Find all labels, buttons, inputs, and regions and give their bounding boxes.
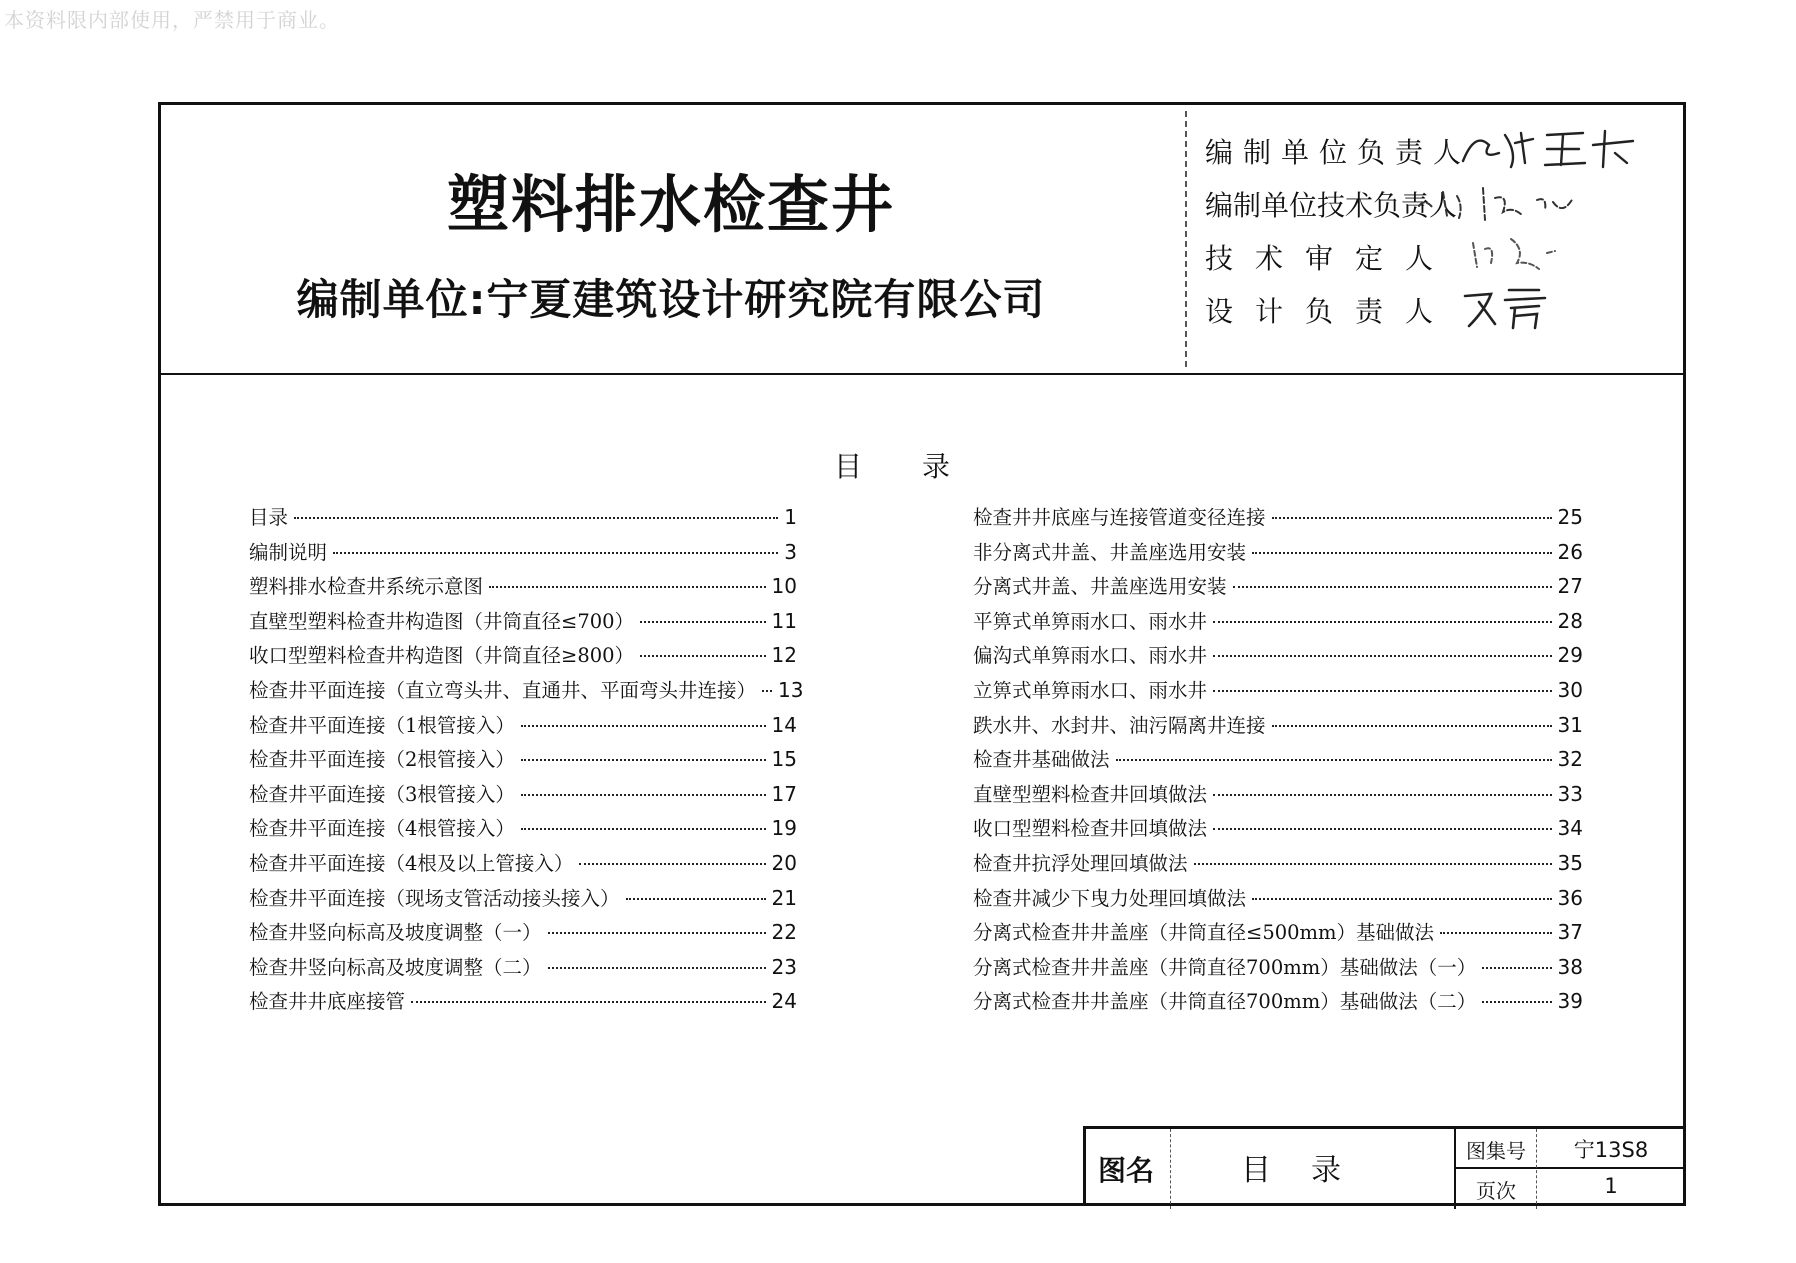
toc-entry-title: 检查井井底座与连接管道变径连接: [973, 506, 1266, 529]
responsibility-row: [1205, 282, 1675, 335]
drawing-name-label: 图名: [1098, 1154, 1155, 1187]
responsibility-row: [1205, 123, 1675, 176]
toc-entry-page: 31: [1557, 712, 1583, 737]
toc-left-column: [249, 502, 804, 1021]
toc-entry-title: 跌水井、水封井、油污隔离井连接: [973, 713, 1266, 737]
title-block: [1083, 1126, 1683, 1206]
page-number-label: 页次: [1476, 1179, 1516, 1203]
page-number-value: 1: [1604, 1174, 1618, 1198]
toc-entry-page: 36: [1557, 885, 1583, 910]
toc-entry-page: 20: [771, 850, 797, 875]
leader-dots: [1194, 863, 1552, 865]
toc-entry[interactable]: [973, 848, 1583, 883]
toc-entry[interactable]: [249, 502, 797, 537]
toc-entry-page: 14: [771, 712, 797, 737]
toc-entry[interactable]: [249, 640, 797, 675]
toc-entry[interactable]: [973, 571, 1583, 606]
handwritten-signature: [1455, 123, 1655, 173]
toc-entry[interactable]: [973, 883, 1583, 918]
leader-dots: [548, 967, 766, 969]
atlas-info-grid: [1456, 1129, 1686, 1209]
leader-dots: [1482, 967, 1551, 969]
toc-entry-title: 检查井平面连接（直立弯头井、直通井、平面弯头井连接）: [249, 678, 757, 702]
toc-entry-page: 17: [771, 781, 797, 806]
leader-dots: [521, 828, 766, 830]
toc-entry-title: 检查井抗浮处理回填做法: [973, 851, 1188, 875]
toc-entry-page: 24: [771, 989, 797, 1014]
leader-dots: [1116, 759, 1552, 761]
leader-dots: [489, 586, 766, 588]
toc-entry-page: 30: [1557, 677, 1583, 702]
leader-dots: [626, 898, 766, 900]
toc-entry[interactable]: [973, 640, 1583, 675]
leader-dots: [1272, 725, 1552, 727]
compiling-unit: 编制单位:宁夏建筑设计研究院有限公司: [296, 275, 1046, 324]
toc-entry[interactable]: [249, 952, 797, 987]
toc-entry-page: 12: [771, 643, 797, 668]
toc-entry-title: 分离式井盖、井盖座选用安装: [973, 575, 1227, 599]
toc-entry-title: 检查井竖向标高及坡度调整（二）: [249, 955, 542, 979]
toc-entry-page: 1: [784, 505, 797, 529]
toc-entry-page: 19: [771, 816, 797, 841]
leader-dots: [1213, 621, 1552, 623]
toc-entry[interactable]: [973, 502, 1583, 537]
toc-entry[interactable]: [973, 744, 1583, 779]
toc-entry[interactable]: [973, 537, 1583, 572]
leader-dots: [1482, 1001, 1551, 1003]
toc-entry-page: 28: [1557, 608, 1583, 633]
toc-entry-page: 10: [771, 574, 797, 599]
toc-entry-page: 21: [771, 885, 797, 910]
toc-entry-title: 平箅式单箅雨水口、雨水井: [973, 609, 1208, 633]
toc-entry-page: 26: [1557, 539, 1583, 564]
atlas-number-label: 图集号: [1466, 1139, 1526, 1163]
toc-entry[interactable]: [249, 710, 797, 745]
leader-dots: [1252, 552, 1552, 554]
leader-dots: [294, 517, 778, 519]
toc-entry-title: 收口型塑料检查井回填做法: [973, 817, 1208, 841]
toc-entry-title: 目录: [249, 506, 289, 529]
responsibility-label: 编制单位负责人: [1205, 136, 1472, 169]
toc-entry-title: 分离式检查井井盖座（井筒直径700mm）基础做法（一）: [973, 955, 1477, 979]
responsibility-label: 设计负责人: [1205, 295, 1456, 328]
toc-entry-page: 22: [771, 920, 797, 945]
leader-dots: [1213, 828, 1552, 830]
leader-dots: [640, 621, 765, 623]
toc-entry-title: 检查井平面连接（2根管接入）: [249, 748, 515, 772]
responsibility-row: [1205, 229, 1675, 282]
toc-entry-title: 检查井平面连接（3根管接入）: [249, 782, 515, 806]
responsibility-list: [1205, 123, 1675, 335]
toc-entry[interactable]: [973, 675, 1583, 710]
toc-entry[interactable]: [249, 571, 797, 606]
leader-dots: [521, 725, 766, 727]
toc-entry-page: 13: [778, 677, 804, 702]
toc-entry[interactable]: [973, 710, 1583, 745]
leader-dots: [548, 932, 766, 934]
toc-right-column: [973, 502, 1583, 1021]
toc-title: 目录: [833, 450, 1010, 483]
toc-entry-page: 29: [1557, 643, 1583, 668]
handwritten-signature: [1413, 176, 1613, 226]
drawing-name-value: 目录: [1241, 1153, 1381, 1188]
toc-entry[interactable]: [249, 986, 797, 1021]
toc-entry-page: 38: [1557, 954, 1583, 979]
atlas-title: 塑料排水检查井: [446, 168, 895, 241]
toc-entry-title: 偏沟式单箅雨水口、雨水井: [973, 644, 1208, 668]
toc-entry-page: 34: [1557, 816, 1583, 841]
responsibility-label: 技术审定人: [1205, 242, 1456, 275]
responsibility-label: 编制单位技术负责人: [1205, 189, 1458, 222]
toc-entry-title: 直壁型塑料检查井构造图（井筒直径≤700）: [249, 609, 635, 633]
toc-entry[interactable]: [249, 813, 797, 848]
toc-entry-title: 检查井竖向标高及坡度调整（一）: [249, 921, 542, 945]
watermark-text: 本资料限内部使用，严禁用于商业。: [4, 8, 340, 32]
toc-entry[interactable]: [249, 675, 804, 710]
header-divider: [1185, 111, 1187, 367]
toc-entry-page: 25: [1557, 505, 1583, 529]
title-block-divider: [1170, 1129, 1171, 1209]
grid-line: [1456, 1167, 1686, 1169]
toc-entry-title: 塑料排水检查井系统示意图: [249, 575, 484, 599]
leader-dots: [1252, 898, 1552, 900]
leader-dots: [640, 655, 765, 657]
toc-entry-title: 检查井平面连接（4根及以上管接入）: [249, 851, 574, 875]
responsibility-row: [1205, 176, 1675, 229]
toc-entry-page: 15: [771, 747, 797, 772]
toc-entry[interactable]: [249, 883, 797, 918]
handwritten-signature: [1455, 282, 1655, 332]
leader-dots: [333, 552, 778, 554]
toc-entry-title: 检查井基础做法: [973, 748, 1110, 772]
drawing-frame: [158, 102, 1686, 1206]
toc-entry[interactable]: [973, 779, 1583, 814]
leader-dots: [1213, 655, 1552, 657]
toc-entry-title: 检查井平面连接（4根管接入）: [249, 817, 515, 841]
leader-dots: [762, 690, 772, 692]
handwritten-signature: [1455, 229, 1655, 279]
toc-entry-title: 检查井减少下曳力处理回填做法: [973, 886, 1247, 910]
toc-entry-page: 37: [1557, 920, 1583, 945]
toc-entry-page: 11: [771, 608, 797, 633]
leader-dots: [521, 794, 766, 796]
leader-dots: [579, 863, 765, 865]
toc-entry-title: 分离式检查井井盖座（井筒直径700mm）基础做法（二）: [973, 990, 1477, 1014]
toc-entry[interactable]: [249, 606, 797, 641]
toc-entry-title: 编制说明: [249, 540, 328, 564]
toc-entry-title: 检查井平面连接（1根管接入）: [249, 713, 515, 737]
toc-entry-page: 32: [1557, 747, 1583, 772]
toc-entry[interactable]: [249, 537, 797, 572]
toc-entry-page: 3: [784, 539, 797, 564]
leader-dots: [521, 759, 766, 761]
toc-entry-title: 非分离式井盖、井盖座选用安装: [973, 540, 1247, 564]
leader-dots: [1233, 586, 1552, 588]
toc-entry[interactable]: [973, 986, 1583, 1021]
toc-entry[interactable]: [973, 952, 1583, 987]
toc-entry[interactable]: [973, 917, 1583, 952]
leader-dots: [1213, 690, 1552, 692]
leader-dots: [1440, 932, 1552, 934]
toc-entry-title: 立箅式单箅雨水口、雨水井: [973, 678, 1208, 702]
toc-entry-page: 35: [1557, 850, 1583, 875]
leader-dots: [1213, 794, 1552, 796]
toc-entry-page: 27: [1557, 574, 1583, 599]
leader-dots: [411, 1001, 766, 1003]
toc-entry[interactable]: [973, 813, 1583, 848]
toc-entry-title: 检查井井底座接管: [249, 990, 406, 1014]
toc-entry-title: 分离式检查井井盖座（井筒直径≤500mm）基础做法: [973, 921, 1435, 945]
toc-entry[interactable]: [973, 606, 1583, 641]
toc-entry[interactable]: [249, 917, 797, 952]
toc-entry[interactable]: [249, 848, 797, 883]
header-block: [161, 105, 1683, 375]
atlas-number-value: 宁13S8: [1573, 1138, 1649, 1162]
toc-entry-title: 收口型塑料检查井构造图（井筒直径≥800）: [249, 644, 635, 668]
toc-entry-page: 39: [1557, 989, 1583, 1014]
toc-entry-page: 33: [1557, 781, 1583, 806]
toc-entry-page: 23: [771, 954, 797, 979]
toc-entry[interactable]: [249, 779, 797, 814]
toc-entry[interactable]: [249, 744, 797, 779]
leader-dots: [1272, 517, 1552, 519]
toc-entry-title: 直壁型塑料检查井回填做法: [973, 782, 1208, 806]
toc-entry-title: 检查井平面连接（现场支管活动接头接入）: [249, 886, 620, 910]
